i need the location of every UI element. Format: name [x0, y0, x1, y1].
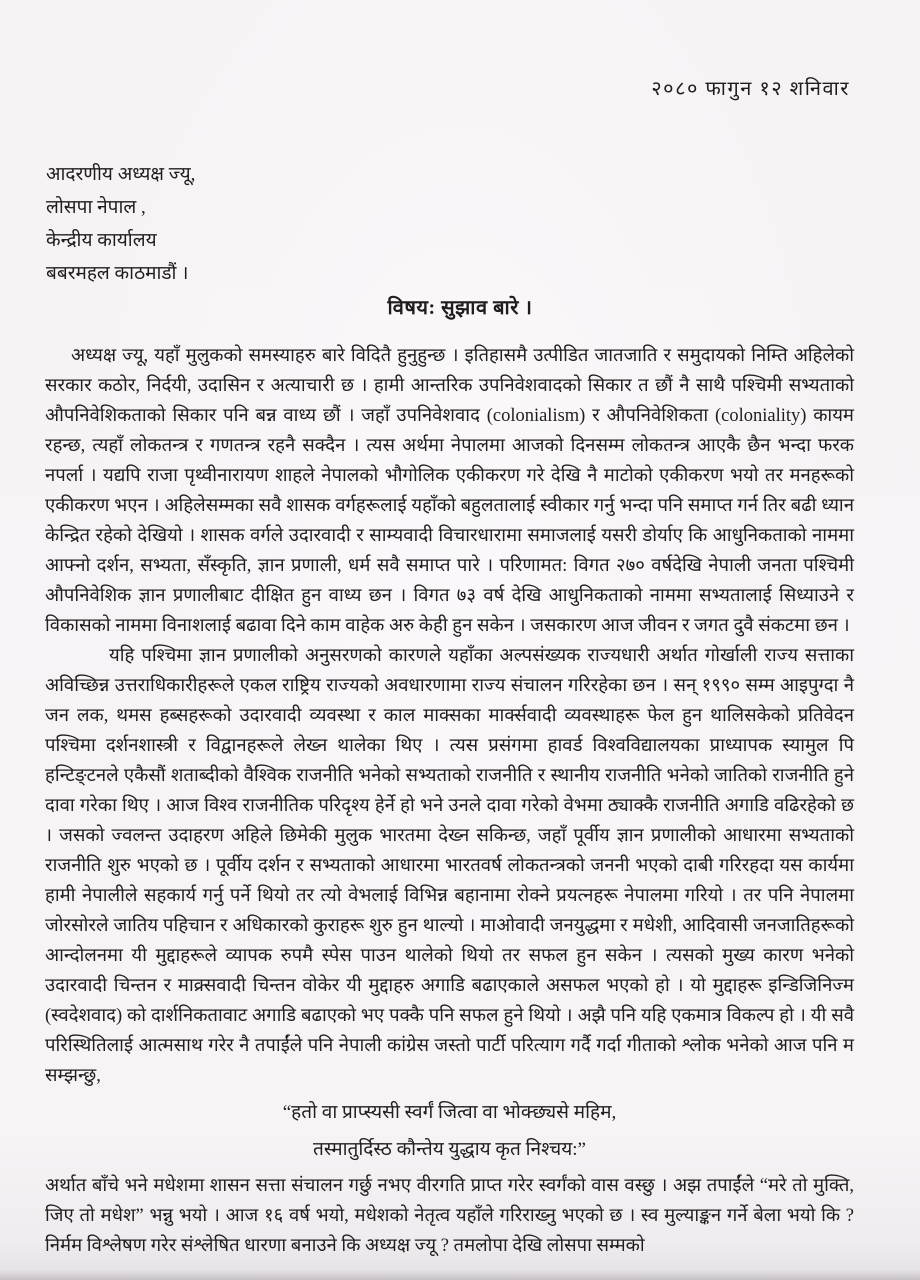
scan-bottom-shadow	[0, 1270, 920, 1280]
recipient-address-block	[46, 158, 195, 290]
gita-verse-line-2: तस्मातुर्दिस्ठ कौन्तेय युद्धाय कृत निश्चय:”	[313, 1139, 586, 1160]
recipient-line-salutation: आदरणीय अध्यक्ष ज्यू,	[46, 164, 196, 185]
recipient-line-office: केन्द्रीय कार्यालय	[46, 230, 157, 251]
recipient-line-city: बबरमहल काठमाडौं ।	[46, 263, 189, 284]
subject-line: विषय: सुझाव बारे ।	[387, 297, 533, 319]
body-paragraph-1: अध्यक्ष ज्यू, यहाँ मुलुकको समस्याहरु बारे विदितै हुनुहुन्छ । इतिहासमै उत्पीडित जातजाति र समुदायको निम्ति अहिलेको सरकार कठोर, निर्दयी, उदासिन र अत्याचारी छ । हामी आन्तरिक उपनिवेशवादको सिकार त छौं नै साथै पश्चिमी सभ्यताको औपनिवेशिकताको सिकार पनि बन्न वाध्य छौं । जहाँ उपनिवेशवाद (colonialism) र औपनिवेशिकता (coloniality) कायम रहन्छ, त्यहाँ लोकतन्त्र र गणतन्त्र रहनै सक्दैन । त्यस अर्थमा नेपालमा आजको दिनसम्म लोकतन्त्र आएकै छैन भन्दा फरक नपर्ला । यद्यपि राजा पृथ्वीनारायण शाहले नेपालको भौगोलिक एकीकरण गरे देखि नै माटोको एकीकरण भयो तर मनहरूको एकीकरण भएन । अहिलेसम्मका सवै शासक वर्गहरूलाई यहाँको बहुलतालाई स्वीकार गर्नु भन्दा पनि समाप्त गर्न तिर बढी ध्यान केन्द्रित रहेको देखियो । शासक वर्गले उदारवादी र साम्यवादी विचारधारामा समाजलाई यसरी डोर्याए कि आधुनिकताको नाममा आफ्नो दर्शन, सभ्यता, सँस्कृति, ज्ञान प्रणाली, धर्म सवै समाप्त पारे । परिणामत: विगत २७० वर्षदेखि नेपाली जनता पश्चिमी औपनिवेशिक ज्ञान प्रणालीबाट दीक्षित हुन वाध्य छन । विगत ७३ वर्ष देखि आधुनिकताको नाममा सभ्यतालाई सिध्याउने र विकासको नाममा विनाशलाई बढावा दिने काम वाहेक अरु केही हुन सकेन । जसकारण आज जीवन र जगत दुवै संकटमा छन ।	[45, 346, 854, 636]
letter-body	[45, 341, 854, 1261]
gita-verse-line-1: “हतो वा प्राप्स्यसी स्वर्गं जित्वा वा भोक्छ्यसे महिम,	[282, 1102, 617, 1123]
gita-verse	[45, 1094, 854, 1168]
body-paragraph-2: यहि पश्चिमा ज्ञान प्रणालीको अनुसरणको कारणले यहाँका अल्पसंख्यक राज्यधारी अर्थात गोर्खाली राज्य सत्ताका अविच्छिन्न उत्तराधिकारीहरूले एकल राष्ट्रिय राज्यको अवधारणामा राज्य संचालन गरिरहेका छन । सन् १९९० सम्म आइपुग्दा नै जन लक, थमस हब्सहरूको उदारवादी व्यवस्था र काल माक्सका मार्क्सवादी व्यवस्थाहरू फेल हुन थालिसकेको प्रतिवेदन पश्चिमा दर्शनशास्त्री र विद्वानहरूले लेख्न थालेका थिए । त्यस प्रसंगमा हावर्ड विश्वविद्यालयका प्राध्यापक स्यामुल पि हन्टिङ्टनले एकैसौं शताब्दीको वैश्विक राजनीति भनेको सभ्यताको राजनीति र स्थानीय राजनीति भनेको जातिको राजनीति हुने दावा गरेका थिए । आज विश्व राजनीतिक परिदृश्य हेर्ने हो भने उनले दावा गरेको वेभमा ठ्याक्कै राजनीति अगाडि वढिरहेको छ । जसको ज्वलन्त उदाहरण अहिले छिमेकी मुलुक भारतमा देख्न सकिन्छ, जहाँ पूर्वीय ज्ञान प्रणालीको आधारमा सभ्यताको राजनीति शुरु भएको छ । पूर्वीय दर्शन र सभ्यताको आधारमा भारतवर्ष लोकतन्त्रको जननी भएको दाबी गरिरहदा यस कार्यमा हामी नेपालीले सहकार्य गर्नु पर्ने थियो तर त्यो वेभलाई विभिन्न बहानामा रोक्ने प्रयत्नहरू नेपालमा गरियो । तर पनि नेपालमा जोरसोरले जातिय पहिचान र अधिकारको कुराहरू शुरु हुन थाल्यो । माओवादी जनयुद्धमा र मधेशी, आदिवासी जनजातिहरूको आन्दोलनमा यी मुद्दाहरूले व्यापक रुपमै स्पेस पाउन थालेको थियो तर सफल हुन सकेन । त्यसको मुख्य कारण भनेको उदारवादी चिन्तन र माक्र्सवादी चिन्तन वोकेर यी मुद्दाहरु अगाडि बढाएकाले असफल भएको हो । यो मुद्दाहरू इन्डिजिनिज्म (स्वदेशवाद) को दार्शनिकतावाट अगाडि बढाएको भए पक्कै पनि सफल हुने थियो । अझै पनि यहि एकमात्र विकल्प हो । यी सवै परिस्थितिलाई आत्मसाथ गरेर नै तपाईंले पनि नेपाली कांग्रेस जस्तो पार्टी परित्याग गर्दै गर्दा गीताको श्लोक भनेको आज पनि म सम्झन्छु,	[45, 646, 854, 1086]
closing-paragraph: अर्थात बाँचे भने मधेशमा शासन सत्ता संचालन गर्छु नभए वीरगति प्राप्त गरेर स्वर्गंको वास वस्छु । अझ तपाईंले “मरे तो मुक्ति, जिए तो मधेश” भन्नु भयो । आज १६ वर्ष भयो, मधेशको नेतृत्व यहाँले गरिराख्नु भएको छ । स्व मुल्याङ्कन गर्ने बेला भयो कि ? निर्मम विश्लेषण गरेर संश्लेषित धारणा बनाउने कि अध्यक्ष ज्यू ? तमलोपा देखि लोसपा सम्मको	[45, 1176, 854, 1256]
recipient-line-party: लोसपा नेपाल ,	[46, 197, 146, 218]
letter-date: २०८० फागुन १२ शनिवार	[651, 78, 850, 100]
